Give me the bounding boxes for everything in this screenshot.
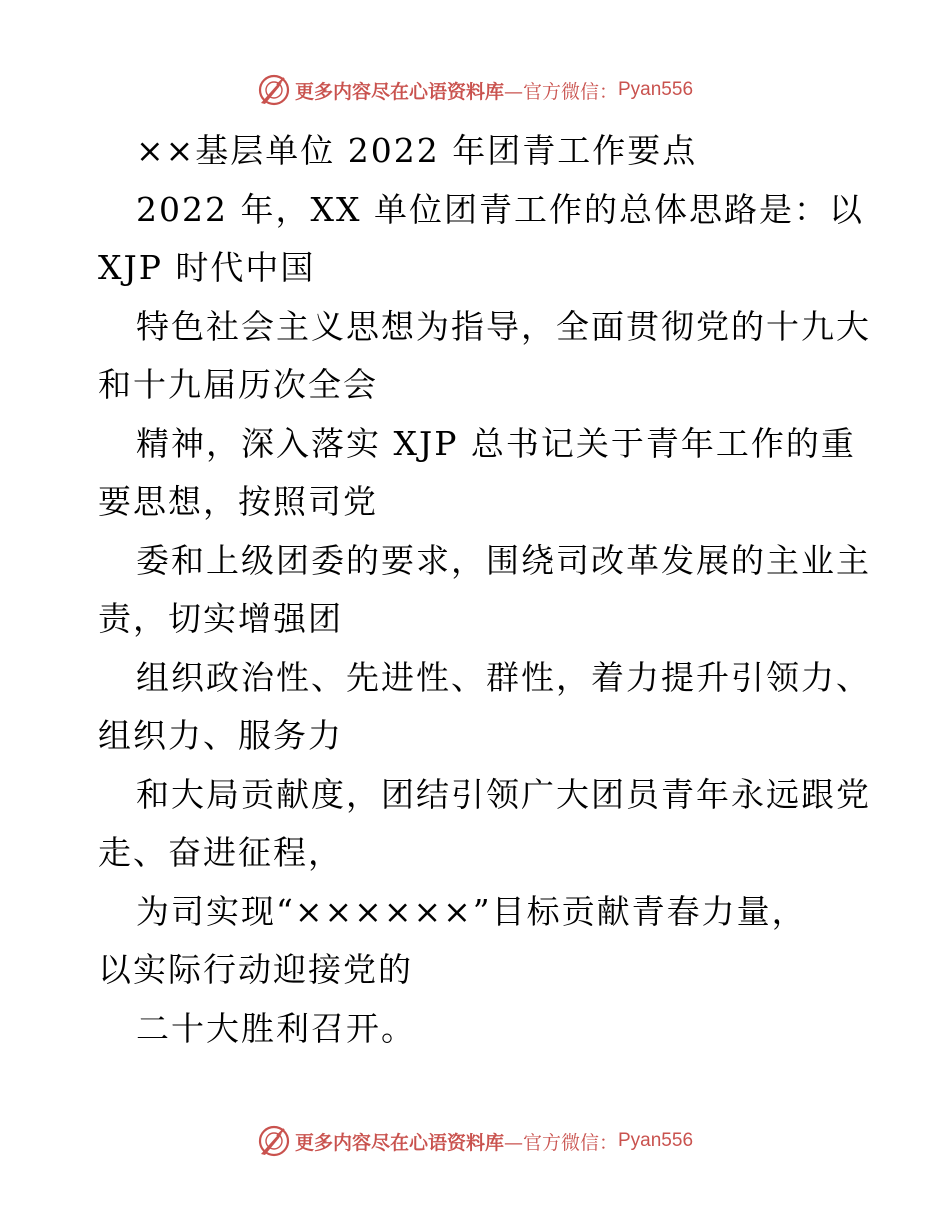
doc-line: 以实际行动迎接党的 [98,950,413,989]
watermark-main-text: 更多内容尽在心语资料库 [294,1131,504,1154]
watermark-sub-text: —官方微信： [503,1131,618,1154]
doc-line: 和大局贡献度，团结引领广大团员青年永远跟党 [136,774,871,814]
watermark-footer [0,1121,950,1161]
doc-line: 组织力、服务力 [98,716,343,755]
watermark-header [0,70,950,110]
watermark-main-text: 更多内容尽在心语资料库 [294,80,504,103]
pen-nib-circle-logo-icon [257,1124,291,1158]
watermark-id-text: Pyan556 [618,1130,694,1151]
doc-line: 组织政治性、先进性、群性，着力提升引领力、 [136,657,871,697]
watermark-id-text: Pyan556 [618,79,694,100]
doc-line: 走、奋进征程， [98,833,343,872]
pen-nib-circle-logo-icon [257,73,291,107]
watermark-sub-text: —官方微信： [503,80,618,103]
doc-line: 委和上级团委的要求，围绕司改革发展的主业主 [136,540,871,580]
doc-title: ××基层单位 2022 年团青工作要点 [136,131,698,170]
doc-line: 特色社会主义思想为指导，全面贯彻党的十九大 [136,306,871,346]
doc-line: XJP 时代中国 [98,248,316,287]
doc-line: 2022 年，XX 单位团青工作的总体思路是：以 [136,189,864,229]
doc-line: 精神，深入落实 XJP 总书记关于青年工作的重 [136,423,856,463]
doc-line: 二十大胜利召开。 [136,1008,416,1048]
doc-line: 责，切实增强团 [98,599,343,638]
doc-line: 和十九届历次全会 [98,365,378,404]
doc-line: 为司实现“××××××”目标贡献青春力量， [136,891,807,931]
doc-line: 要思想，按照司党 [98,482,378,521]
document-body [98,122,871,1058]
